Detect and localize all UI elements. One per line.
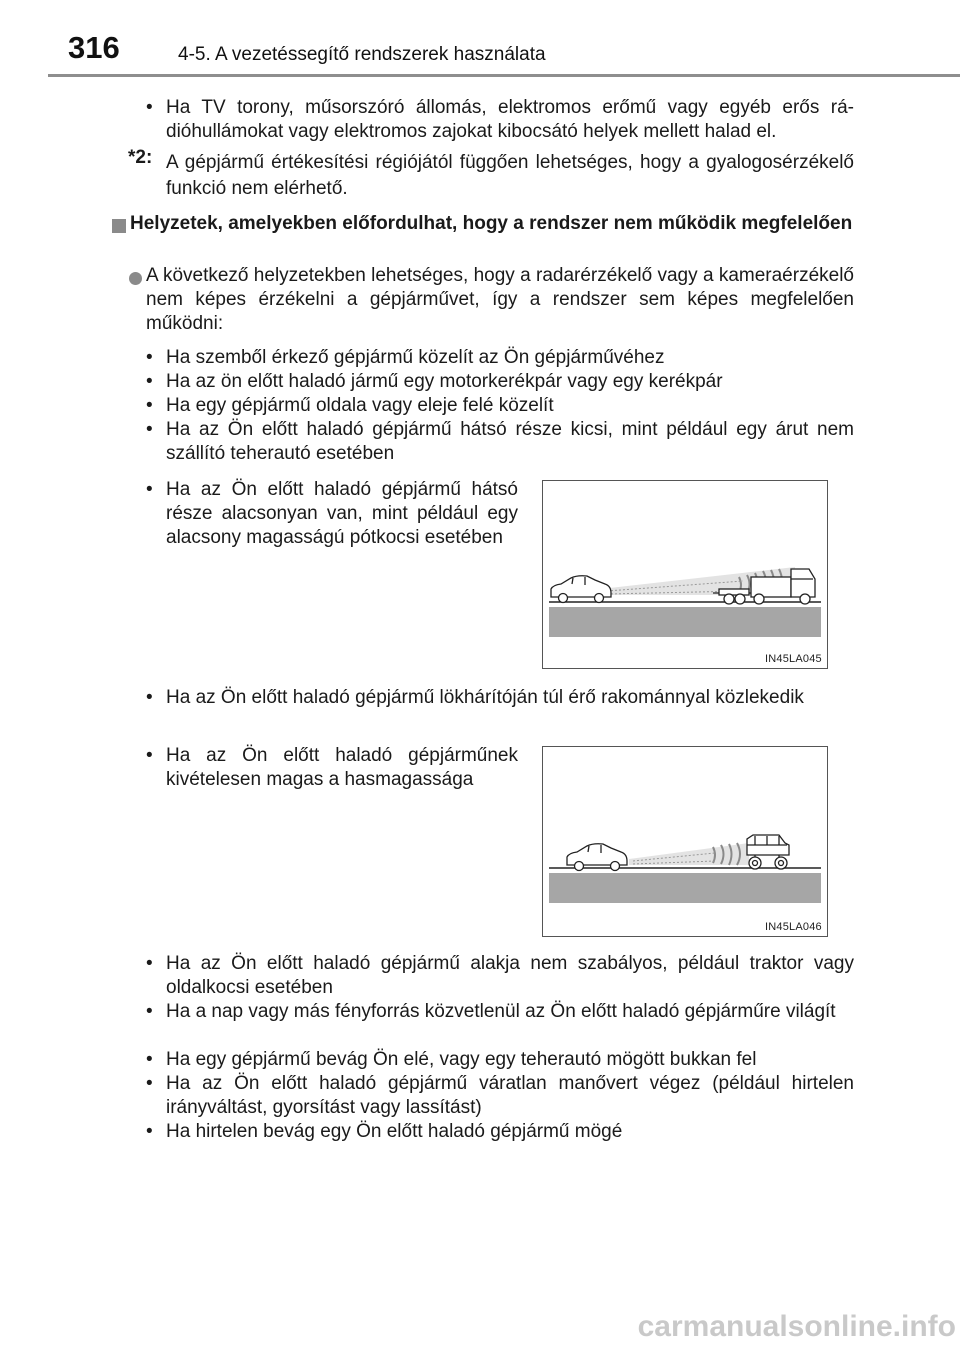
figure-label: IN45LA046 — [765, 921, 822, 933]
bullet-text: Ha az Ön előtt haladó gépjármű váratlan manővert végez (például hirtelen irányváltást, gyorsítást vagy lassítást) — [166, 1073, 854, 1118]
figure-label: IN45LA045 — [765, 653, 822, 665]
bullet-dot: • — [146, 1049, 153, 1070]
footnote-text: A gépjármű értékesítési régiójától függően lehetséges, hogy a gyalogosérzékelő funkció nem elérhető. — [166, 152, 854, 199]
bullet-dot: • — [146, 395, 153, 416]
bullet-dot: • — [146, 97, 153, 118]
figure-high-clearance — [542, 746, 828, 937]
suv-icon — [747, 835, 789, 869]
bullet-dot: • — [146, 687, 153, 708]
bullet-text: Ha az Ön előtt haladó gépjármű hátsó része kicsi, mint például egy árut nem szállító teherautó esetében — [166, 419, 854, 464]
bullet-text: Ha TV torony, műsorszóró állomás, elektromos erőmű vagy egyéb erős rádióhullámokat vagy elektromos zajokat kibocsátó helyek mellett halad el. — [166, 97, 854, 142]
bullet-text: Ha a nap vagy más fényforrás közvetlenül az Ön előtt haladó gépjárműre világít — [166, 1001, 836, 1022]
intro-circle-marker — [129, 272, 142, 285]
watermark: carmanualsonline.info — [637, 1310, 956, 1343]
bullet-text: Ha az Ön előtt haladó gépjármű lökhárítóján túl érő rakománnyal közlekedik — [166, 687, 804, 708]
bullet-text: Ha egy gépjármű oldala vagy eleje felé közelít — [166, 395, 554, 416]
bullet-dot: • — [146, 745, 153, 766]
bullet-text: Ha az Ön előtt haladó gépjármű hátsó része alacsonyan van, mint például egy alacsony magasságú pótkocsi esetében — [166, 479, 518, 548]
bullet-text: Ha az Ön előtt haladó gépjármű alakja nem szabályos, például traktor vagy oldalkocsi esetében — [166, 953, 854, 998]
car-icon — [567, 844, 627, 871]
illustration-low-trailer — [543, 481, 827, 668]
bullet-dot: • — [146, 1121, 153, 1142]
bullet-text: Ha az Ön előtt haladó gépjárműnek kivételesen magas a hasmagassága — [166, 745, 518, 790]
bullet-text: Ha egy gépjármű bevág Ön elé, vagy egy teherautó mögött bukkan fel — [166, 1049, 757, 1070]
page-header — [0, 0, 960, 80]
intro-paragraph: A következő helyzetekben lehetséges, hogy a radarérzékelő vagy a kameraérzékelő nem képes érzékelni a gépjárművet, így a rendszer sem képes megfelelően működni: — [146, 265, 854, 334]
road-icon — [549, 873, 821, 903]
bullet-dot: • — [146, 479, 153, 500]
bullet-dot: • — [146, 347, 153, 368]
bullet-text: Ha az ön előtt haladó jármű egy motorkerékpár vagy egy kerékpár — [166, 371, 723, 392]
header-rule — [48, 74, 960, 77]
bullet-text: Ha szemből érkező gépjármű közelít az Ön gépjárművéhez — [166, 347, 665, 368]
footnote-marker: *2: — [128, 147, 153, 168]
bullet-dot: • — [146, 1001, 153, 1022]
illustration-high-clearance — [543, 747, 827, 936]
section-title: 4-5. A vezetéssegítő rendszerek használata — [178, 44, 546, 65]
bullet-dot: • — [146, 953, 153, 974]
section-heading: Helyzetek, amelyekben előfordulhat, hogy a rendszer nem működik megfelelően — [130, 213, 853, 234]
bullet-dot: • — [146, 1073, 153, 1094]
car-icon — [551, 576, 611, 603]
bullet-text: Ha hirtelen bevág egy Ön előtt haladó gépjármű mögé — [166, 1121, 623, 1142]
figure-low-trailer — [542, 480, 828, 669]
section-square-marker — [112, 219, 126, 233]
page-number: 316 — [68, 30, 120, 65]
bullet-dot: • — [146, 371, 153, 392]
bullet-dot: • — [146, 419, 153, 440]
road-icon — [549, 607, 821, 637]
